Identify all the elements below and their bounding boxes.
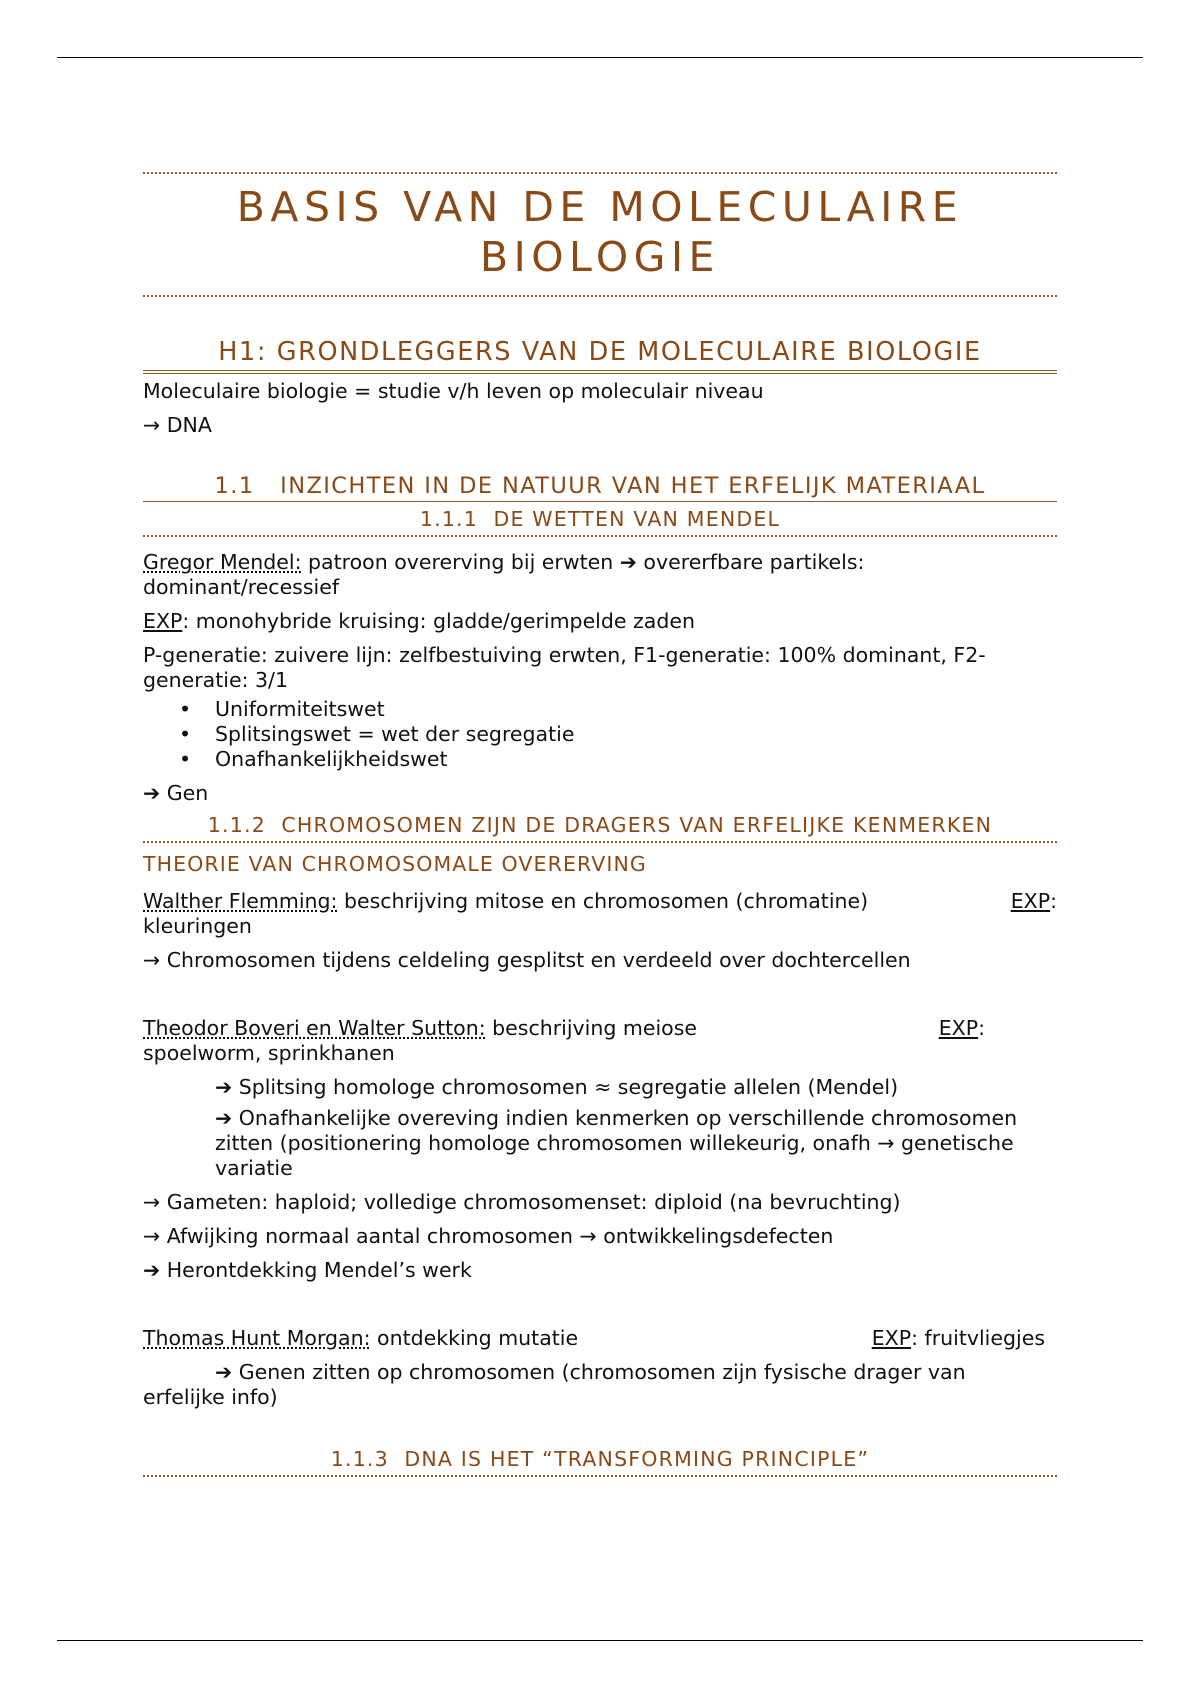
flemming-cont: kleuringen <box>143 914 252 938</box>
mendel-exp-text: : monohybride kruising: gladde/gerimpelde zaden <box>182 609 695 633</box>
mendel-laws-list <box>143 697 1057 772</box>
boveri-exp-label: EXP <box>938 1016 979 1040</box>
title-bottom-border <box>143 295 1057 297</box>
flemming-exp-colon: : <box>1050 889 1057 913</box>
flemming-exp-label: EXP <box>1010 889 1051 913</box>
heading-1-1-1: 1.1.1 DE WETTEN VAN MENDEL <box>143 506 1057 537</box>
morgan-point-cont: erfelijke info) <box>143 1385 278 1409</box>
list-item: • Splitsingswet = wet der segregatie <box>215 722 1057 747</box>
boveri-text: beschrijving meiose <box>485 1016 697 1040</box>
flemming-name: Walther Flemming: <box>143 889 338 913</box>
flemming-arrow: → Chromosomen tijdens celdeling gesplitst en verdeeld over dochtercellen <box>143 948 911 972</box>
top-rule <box>57 57 1143 58</box>
list-item: • Uniformiteitswet <box>215 697 1057 722</box>
boveri-arrow-2: → Afwijking normaal aantal chromosomen → ontwikkelingsdefecten <box>143 1224 834 1248</box>
heading-h1: H1: GRONDLEGGERS VAN DE MOLECULAIRE BIOLOGIE <box>143 337 1057 374</box>
boveri-point-1: ➔ Splitsing homologe chromosomen ≈ segregatie allelen (Mendel) <box>215 1075 899 1099</box>
mendel-result: ➔ Gen <box>143 781 209 805</box>
heading-1-1: 1.1 INZICHTEN IN DE NATUUR VAN HET ERFELIJK MATERIAAL <box>143 472 1057 502</box>
boveri-name: Theodor Boveri en Walter Sutton: <box>143 1016 486 1040</box>
morgan-text: ontdekking mutatie <box>370 1326 579 1350</box>
mendel-generations: P-generatie: zuivere lijn: zelfbestuiving erwten, F1-generatie: 100% dominant, F2-generatie: 3/1 <box>143 643 986 692</box>
morgan-exp-label: EXP <box>871 1326 912 1350</box>
mendel-paragraph <box>143 550 1057 600</box>
morgan-exp <box>872 1326 1045 1351</box>
morgan-name: Thomas Hunt Morgan: <box>143 1326 371 1350</box>
morgan-paragraph <box>143 1326 1057 1351</box>
heading-1-1-3: 1.1.3 DNA IS HET “TRANSFORMING PRINCIPLE” <box>143 1446 1057 1477</box>
boveri-paragraph <box>143 1016 1057 1041</box>
boveri-exp <box>939 1016 985 1041</box>
title-line-2: BIOLOGIE <box>480 233 720 281</box>
mendel-name: Gregor Mendel: <box>143 550 302 574</box>
mendel-text: patroon overerving bij erwten ➔ overerfbare partikels: dominant/recessief <box>143 550 865 599</box>
document-body <box>143 172 1057 1477</box>
list-item: • Onafhankelijkheidswet <box>215 747 1057 772</box>
boveri-point-2: ➔ Onafhankelijke overeving indien kenmerken op verschillende chromosomen zitten (positionering homologe chromosomen willekeurig, onafh → genetische variatie <box>215 1106 1018 1180</box>
boveri-arrow-3: ➔ Herontdekking Mendel’s werk <box>143 1258 472 1282</box>
mendel-exp <box>143 609 1057 634</box>
document-title <box>143 174 1057 295</box>
intro-line-2: → DNA <box>143 413 212 437</box>
boveri-exp-colon: : <box>978 1016 985 1040</box>
morgan-point: ➔ Genen zitten op chromosomen (chromosomen zijn fysische drager van <box>215 1360 966 1384</box>
boveri-cont: spoelworm, sprinkhanen <box>143 1041 395 1065</box>
flemming-paragraph <box>143 889 1057 914</box>
intro-line-1: Moleculaire biologie = studie v/h leven op moleculair niveau <box>143 379 764 403</box>
morgan-exp-text: : fruitvliegjes <box>911 1326 1045 1350</box>
bottom-rule <box>57 1640 1143 1641</box>
heading-1-1-2: 1.1.2 CHROMOSOMEN ZIJN DE DRAGERS VAN ERFELIJKE KENMERKEN <box>143 812 1057 843</box>
title-line-1: BASIS VAN DE MOLECULAIRE <box>236 183 964 231</box>
flemming-exp <box>1011 889 1057 914</box>
subheading-theory: THEORIE VAN CHROMOSOMALE OVERERVING <box>143 852 647 876</box>
mendel-exp-label: EXP <box>143 609 183 633</box>
flemming-text: beschrijving mitose en chromosomen (chromatine) <box>337 889 869 913</box>
boveri-arrow-1: → Gameten: haploid; volledige chromosomenset: diploid (na bevruchting) <box>143 1190 901 1214</box>
